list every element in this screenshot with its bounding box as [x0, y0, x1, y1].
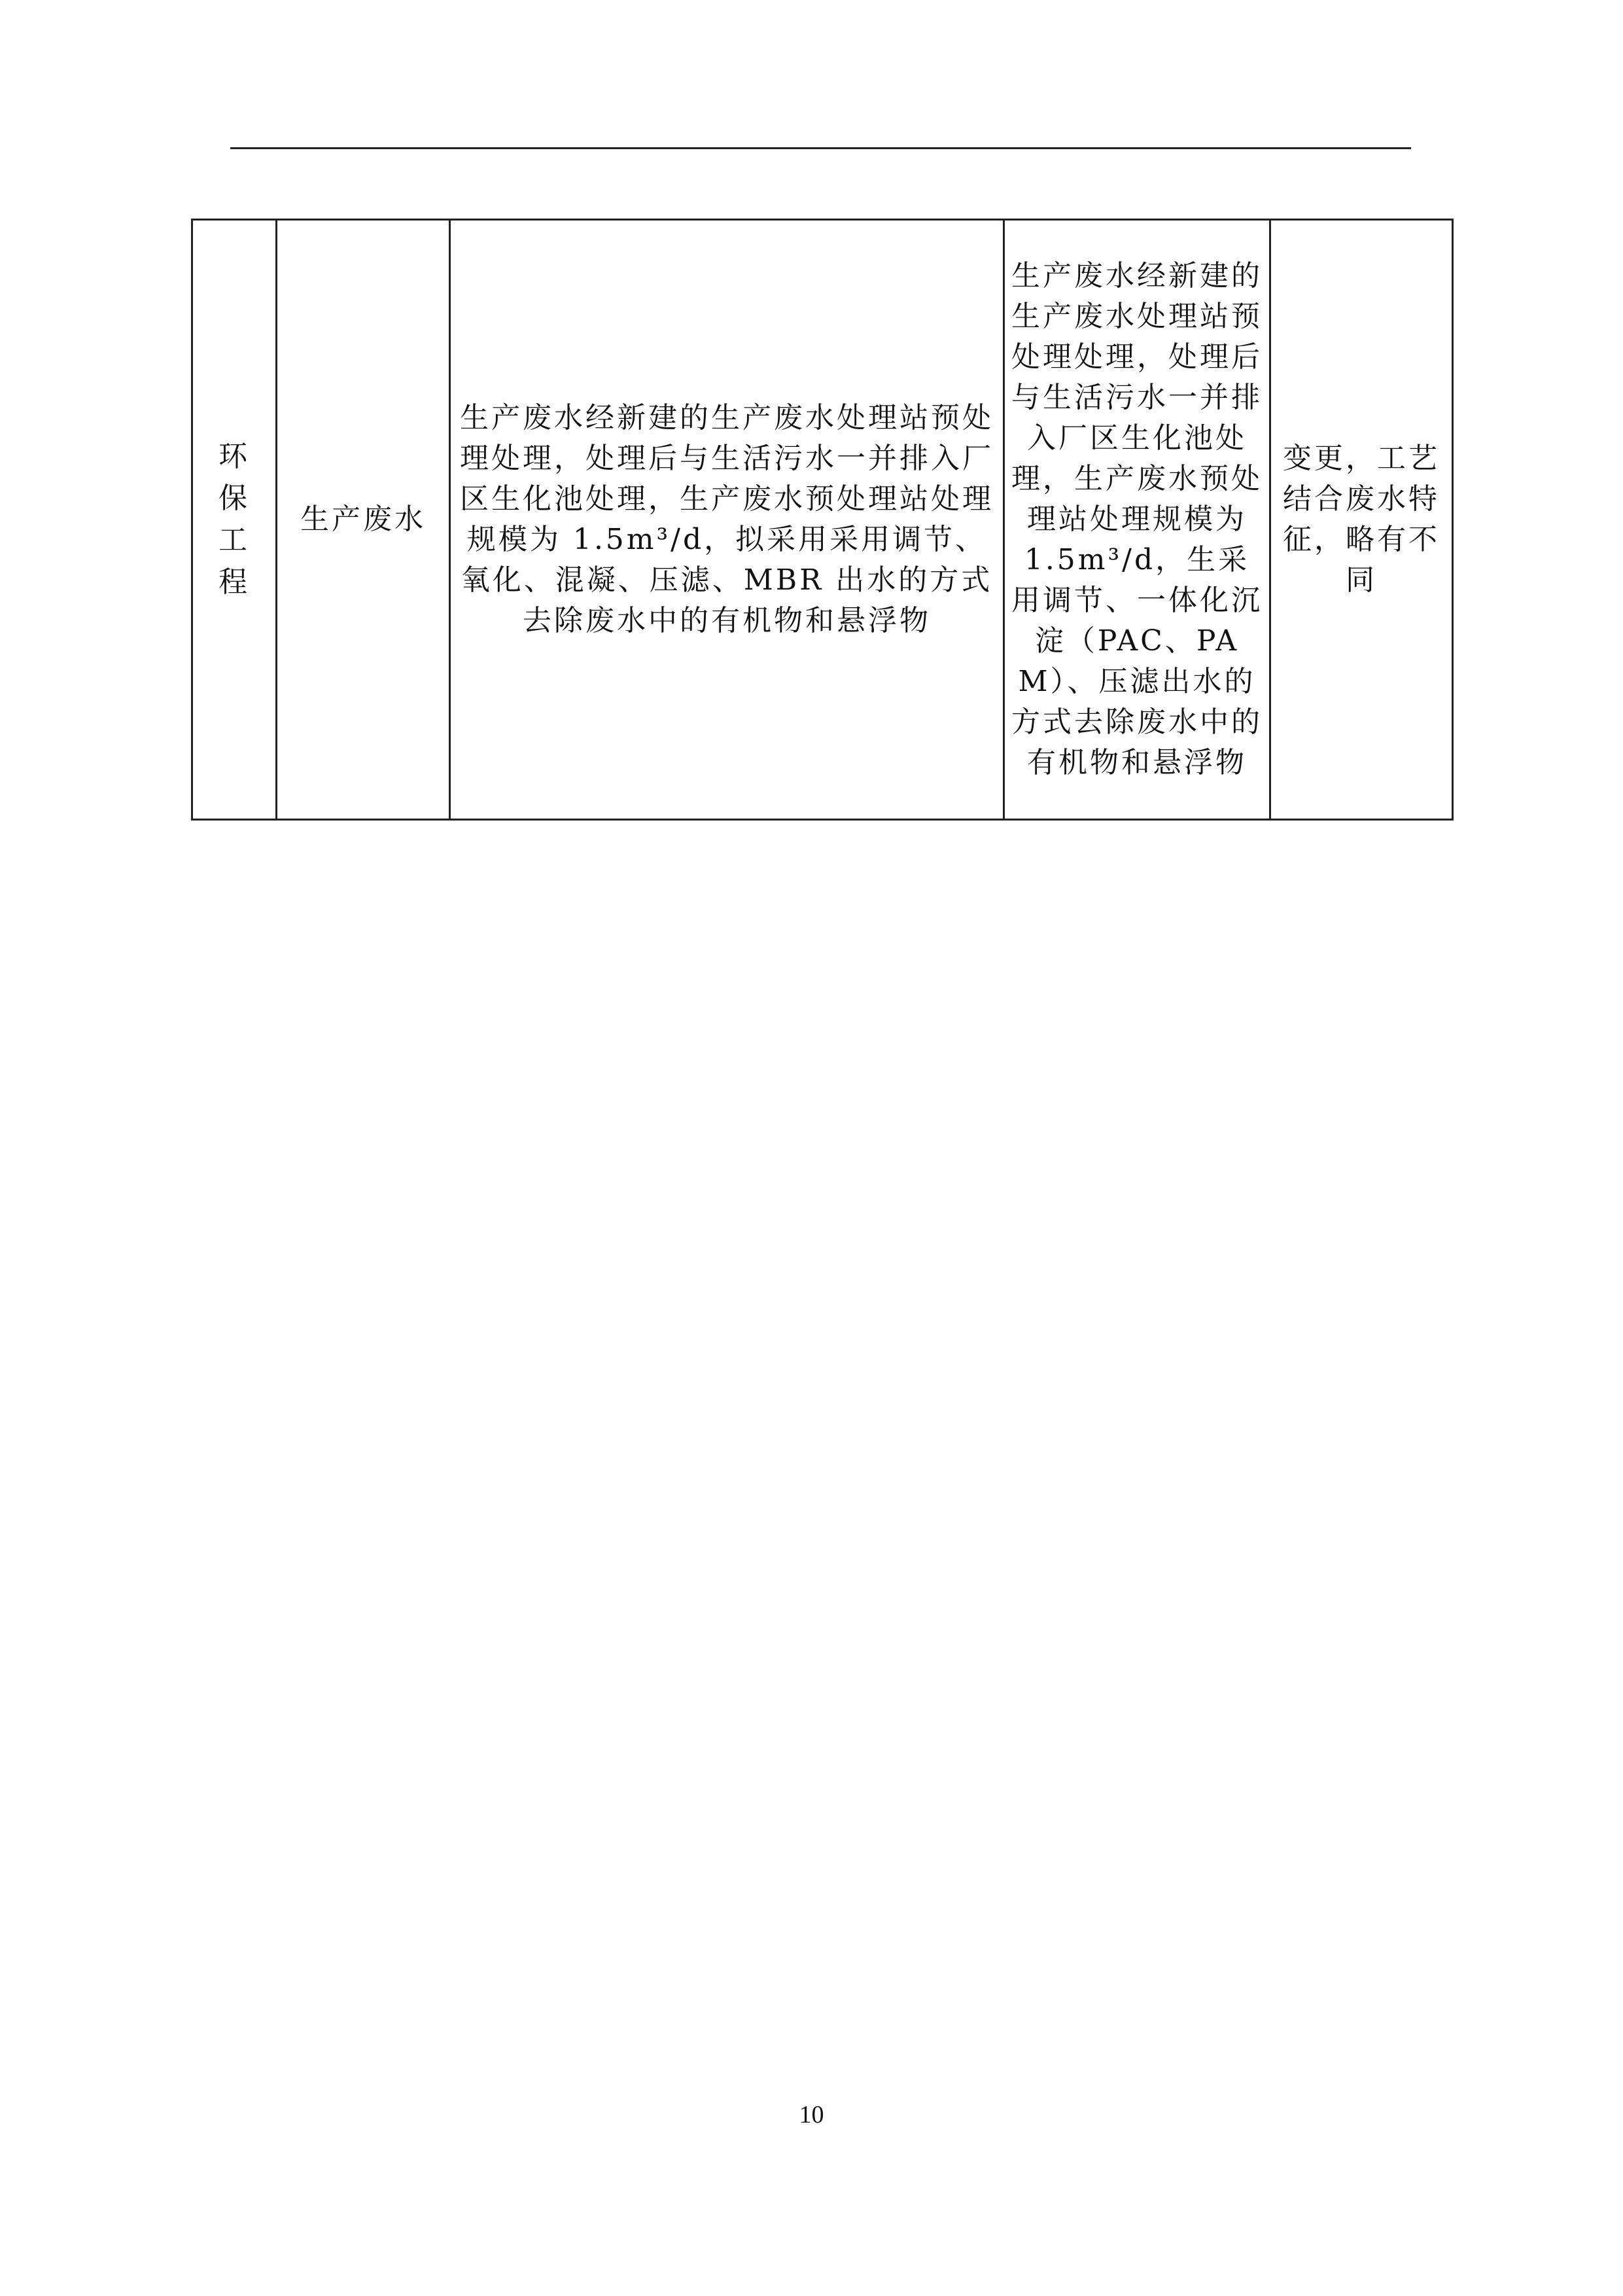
remark-cell [1270, 220, 1453, 820]
remark-text: 变更，工艺结合废水特征，略有不同 [1283, 442, 1440, 597]
comparison-table [191, 219, 1454, 821]
page-number: 10 [799, 2101, 824, 2128]
table-row [192, 220, 1453, 820]
original-plan-cell [450, 220, 1004, 820]
category-text: 环保工程 [218, 440, 250, 599]
actual-status-text: 生产废水经新建的生产废水处理站预处理处理，处理后与生活污水一并排入厂区生化池处理，生产废水预处理站处理规模为 1.5m³/d，生采用调节、一体化沉淀（PAC、PAM）、压滤出水的方式去除废水中的有机物和悬浮物 [1011, 259, 1263, 779]
item-cell [277, 220, 450, 820]
item-text: 生产废水 [300, 503, 426, 536]
actual-status-cell [1004, 220, 1270, 820]
category-cell [192, 220, 277, 820]
original-plan-text: 生产废水经新建的生产废水处理站预处理处理，处理后与生活污水一并排入厂区生化池处理，生产废水预处理站处理规模为 1.5m³/d，拟采用采用调节、氧化、混凝、压滤、MBR 出水的方式去除废水中的有机物和悬浮物 [460, 401, 994, 637]
header-rule [230, 147, 1411, 149]
